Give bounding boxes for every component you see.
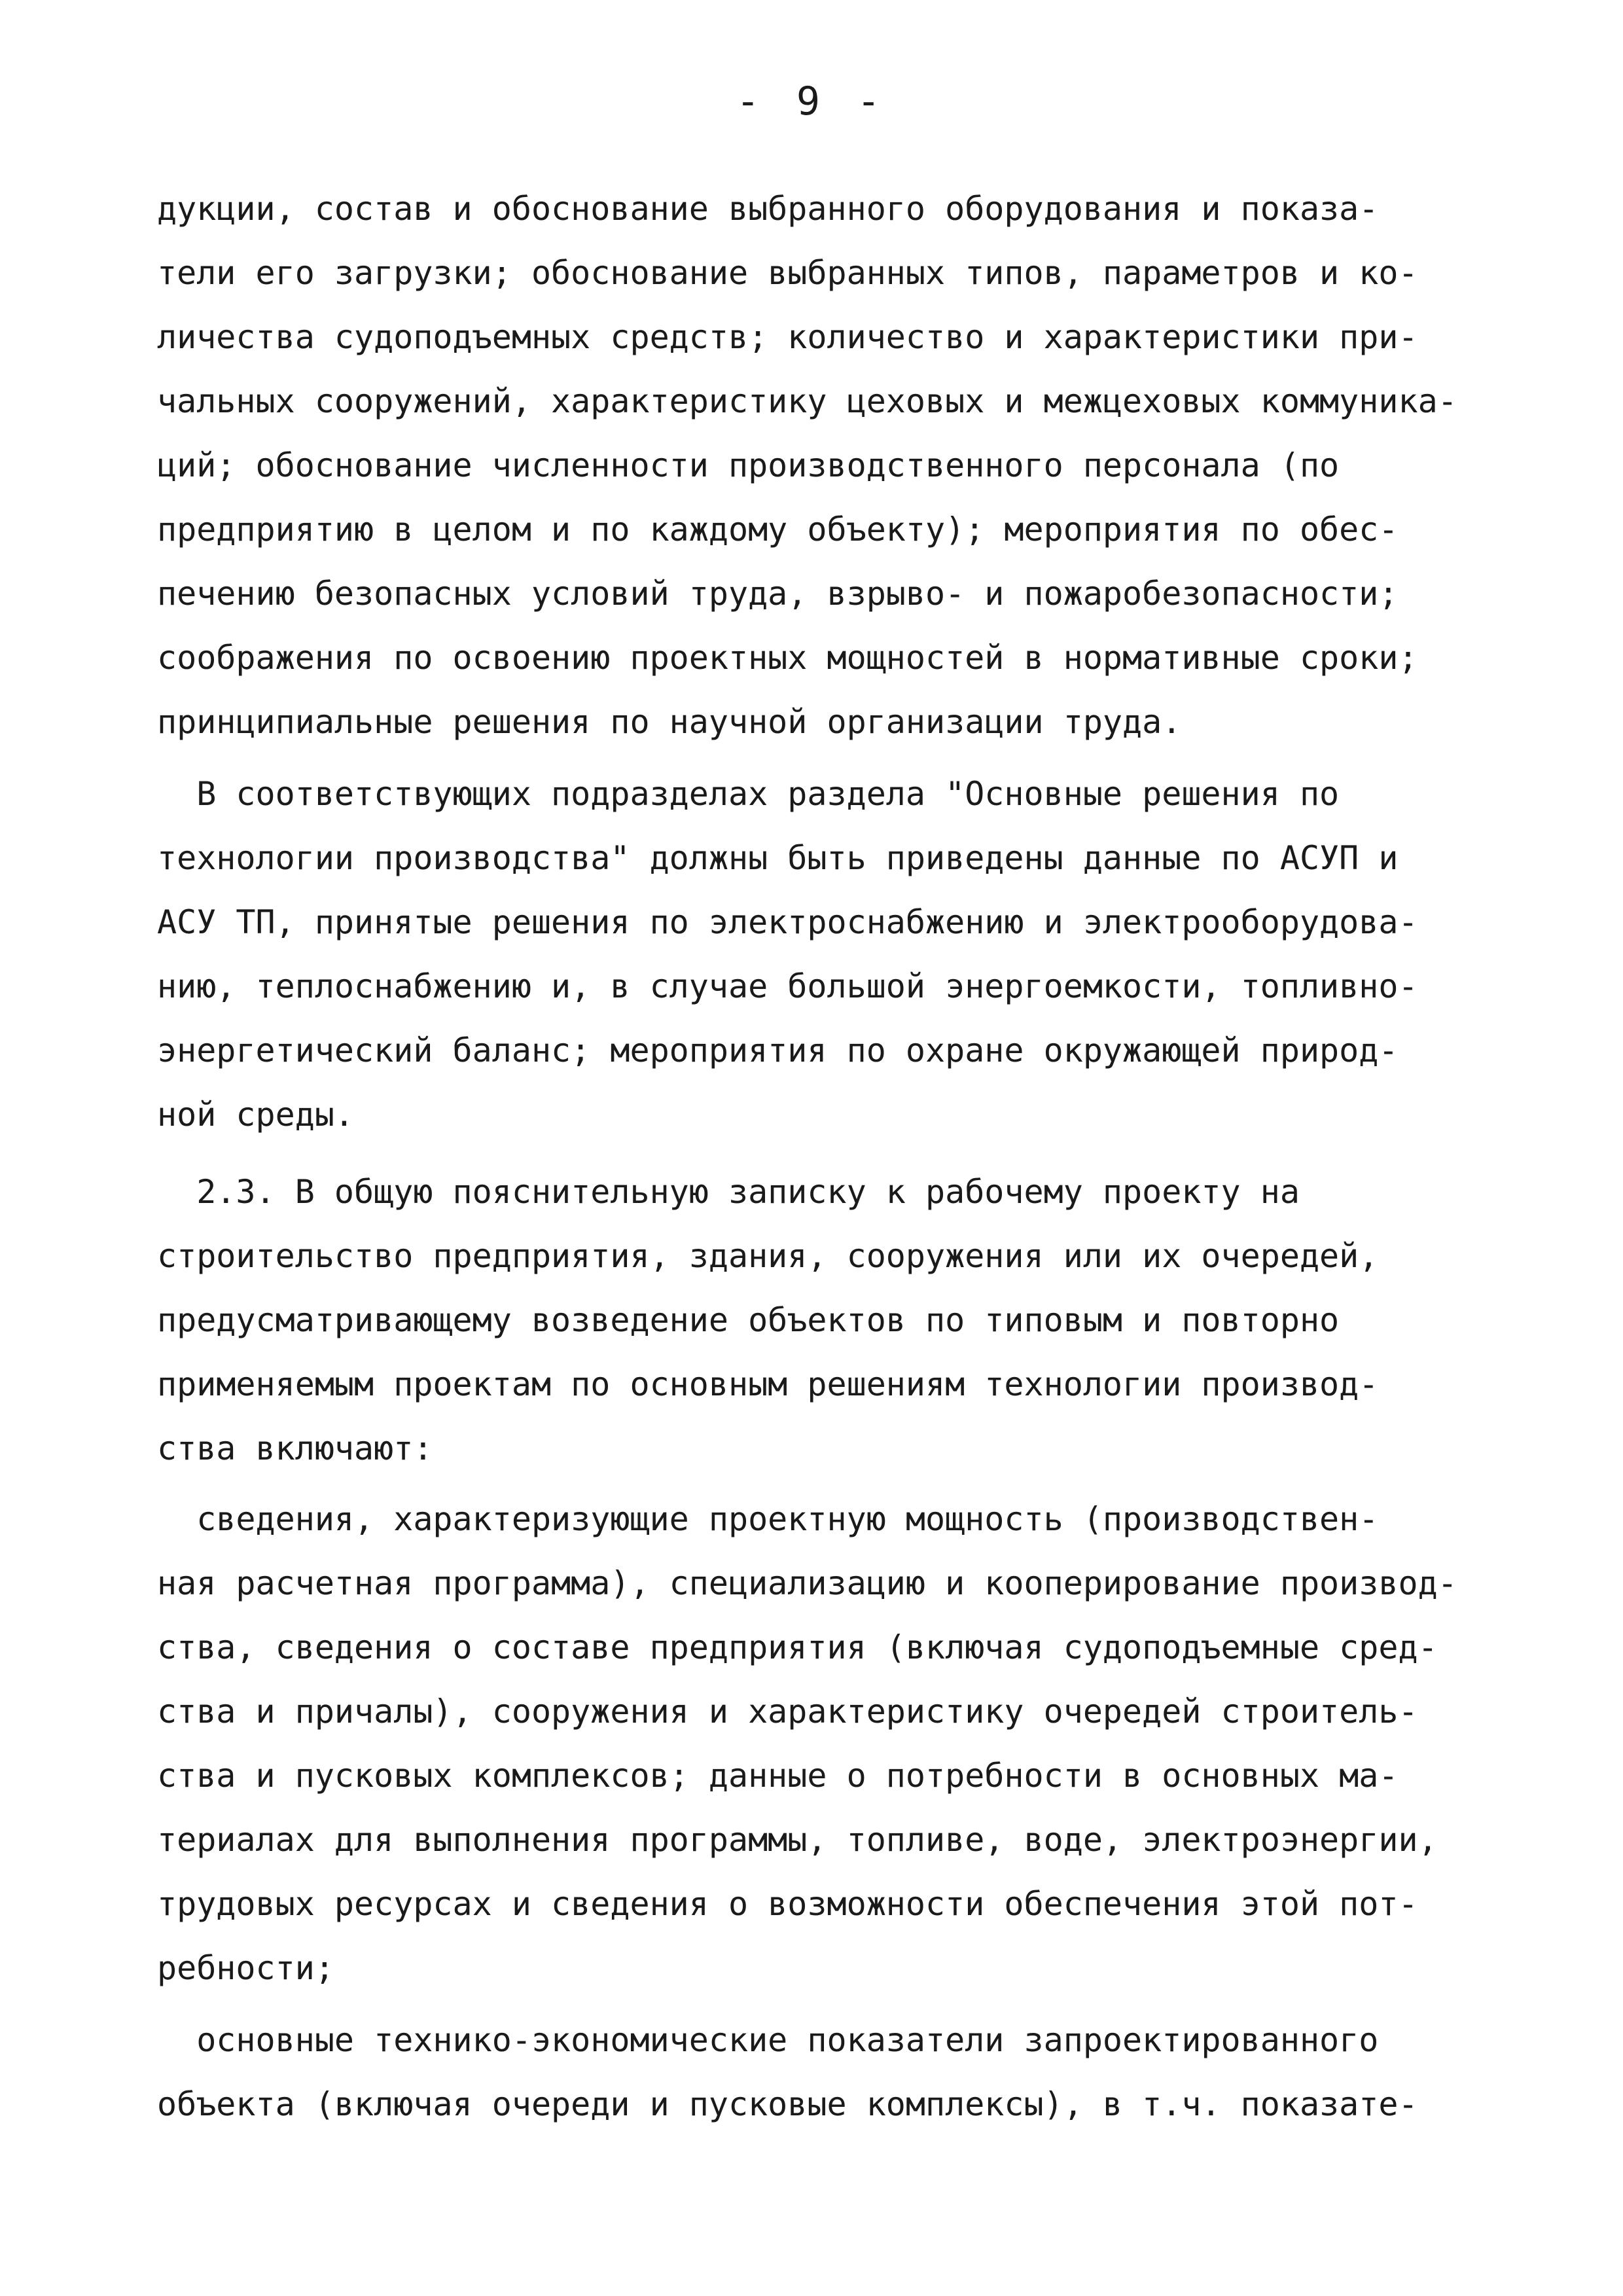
text-line: ная расчетная программа), специализацию и кооперирование производ- xyxy=(157,1564,1457,1602)
text-line: энергетический баланс; мероприятия по охране окружающей природ- xyxy=(157,1031,1399,1069)
text-line: строительство предприятия, здания, сооружения или их очередей, xyxy=(157,1237,1379,1275)
text-line: трудовых ресурсах и сведения о возможности обеспечения этой пот- xyxy=(157,1885,1418,1923)
text-line: соображения по освоению проектных мощностей в нормативные сроки; xyxy=(157,639,1418,677)
text-line: ной среды. xyxy=(157,1096,355,1134)
text-line: ребности; xyxy=(157,1949,334,1987)
text-line: основные технико-экономические показатели запроектированного xyxy=(157,2021,1379,2059)
text-line: предприятию в целом и по каждому объекту); мероприятия по обес- xyxy=(157,511,1399,548)
text-line: ства, сведения о составе предприятия (включая судоподъемные сред- xyxy=(157,1628,1438,1666)
text-line: нию, теплоснабжению и, в случае большой энергоемкости, топливно- xyxy=(157,967,1418,1005)
text-line: технологии производства" должны быть приведены данные по АСУП и xyxy=(157,839,1399,877)
text-line: личества судоподъемных средств; количество и характеристики при- xyxy=(157,318,1418,356)
text-line: ства включают: xyxy=(157,1429,433,1467)
text-line: 2.3. В общую пояснительную записку к рабочему проекту на xyxy=(157,1173,1300,1211)
text-line: териалах для выполнения программы, топливе, воде, электроэнергии, xyxy=(157,1821,1438,1859)
text-line: АСУ ТП, принятые решения по электроснабжению и электрооборудова- xyxy=(157,903,1418,941)
page-number: - 9 - xyxy=(736,79,887,124)
text-line: печению безопасных условий труда, взрыво- и пожаробезопасности; xyxy=(157,575,1399,613)
text-line: чальных сооружений, характеристику цеховых и межцеховых коммуника- xyxy=(157,382,1457,420)
text-line: ства и пусковых комплексов; данные о потребности в основных ма- xyxy=(157,1757,1399,1795)
text-line: В соответствующих подразделах раздела "Основные решения по xyxy=(157,775,1340,813)
text-line: дукции, состав и обоснование выбранного оборудования и показа- xyxy=(157,190,1379,228)
text-line: объекта (включая очереди и пусковые комплексы), в т.ч. показате- xyxy=(157,2085,1418,2123)
text-line: ций; обоснование численности производственного персонала (по xyxy=(157,446,1340,484)
text-line: ства и причалы), сооружения и характеристику очередей строитель- xyxy=(157,1693,1418,1731)
text-line: принципиальные решения по научной организации труда. xyxy=(157,703,1182,741)
text-line: предусматривающему возведение объектов по типовым и повторно xyxy=(157,1301,1340,1339)
text-line: применяемым проектам по основным решениям технологии производ- xyxy=(157,1365,1379,1403)
text-line: сведения, характеризующие проектную мощность (производствен- xyxy=(157,1500,1379,1538)
text-line: тели его загрузки; обоснование выбранных типов, параметров и ко- xyxy=(157,254,1418,292)
